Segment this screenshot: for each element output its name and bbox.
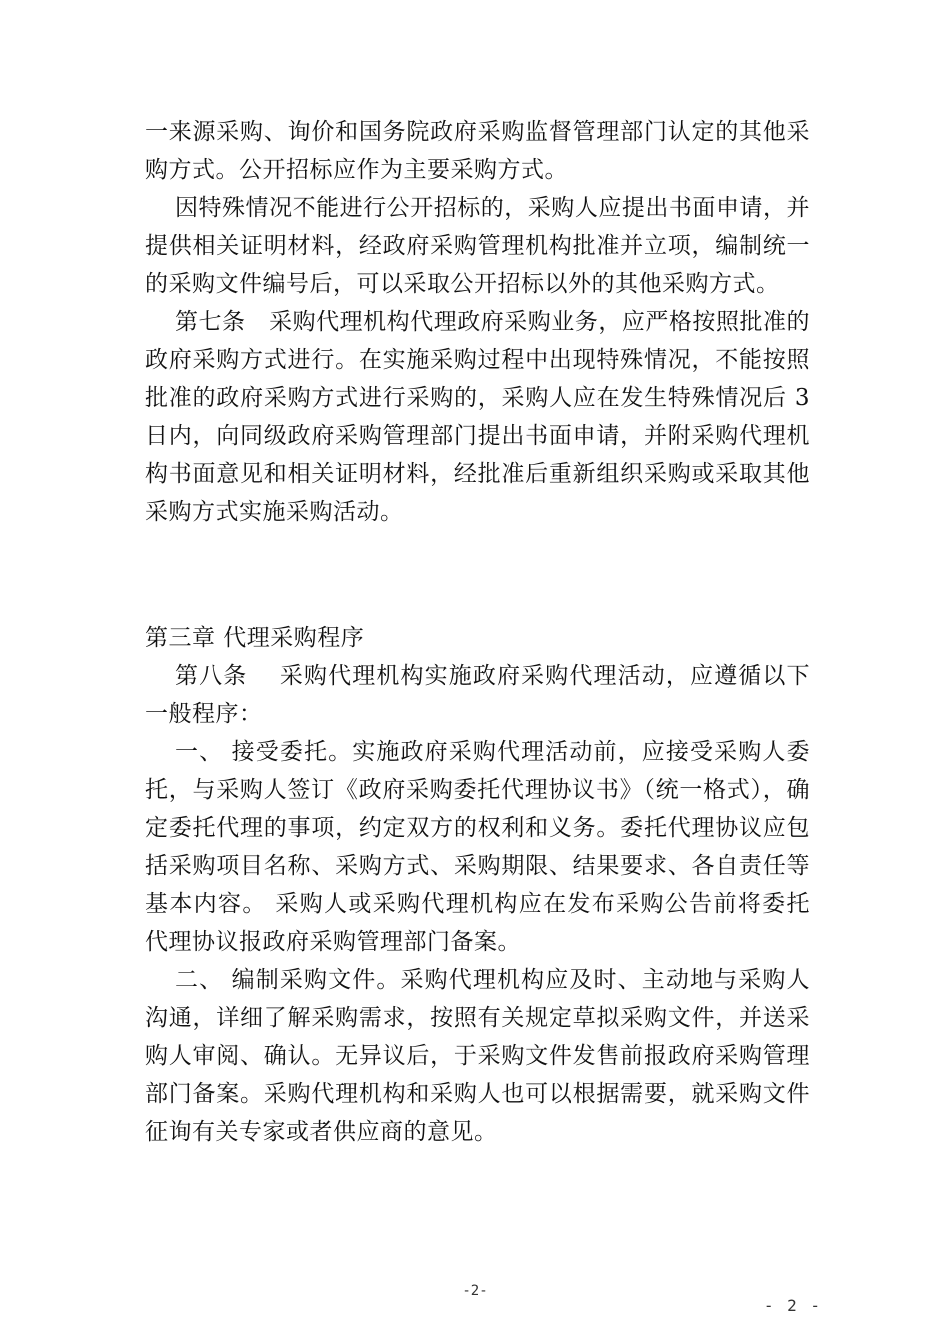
paragraph-item-1: 一、 接受委托。实施政府采购代理活动前，应接受采购人委托，与采购人签订《政府采购委托代理协议书》（统一格式），确定委托代理的事项，约定双方的权利和义务。委托代理协议应包括采购项目名称、采购方式、采购期限、结果要求、各自责任等基本内容。 采购人或采购代理机构应在发布采购公告前将委托代理协议报政府采购管理部门备案。: [145, 739, 810, 955]
page-number-right: - 2 -: [763, 1296, 822, 1315]
paragraph-article-7: 第七条 采购代理机构代理政府采购业务，应严格按照批准的政府采购方式进行。在实施采购过程中出现特殊情况，不能按照批准的政府采购方式进行采购的，采购人应在发生特殊情况后 3 日内，向同级政府采购管理部门提出书面申请，并附采购代理机构书面意见和相关证明材料，经批准后重新组织采购或采取其他采购方式实施采购活动。: [145, 309, 810, 525]
paragraph-special-circumstances: 因特殊情况不能进行公开招标的，采购人应提出书面申请，并提供相关证明材料，经政府采购管理机构批准并立项，编制统一的采购文件编号后，可以采取公开招标以外的其他采购方式。: [145, 195, 810, 297]
body-text-bottom: [145, 619, 810, 1151]
paragraph-article-8: 第八条 采购代理机构实施政府采购代理活动，应遵循以下一般程序：: [145, 663, 810, 727]
paragraph-item-2: 二、 编制采购文件。采购代理机构应及时、主动地与采购人沟通，详细了解采购需求，按照有关规定草拟采购文件，并送采购人审阅、确认。无异议后，于采购文件发售前报政府采购管理部门备案。采购代理机构和采购人也可以根据需要，就采购文件征询有关专家或者供应商的意见。: [145, 967, 810, 1145]
page-number-center: -2-: [462, 1283, 488, 1299]
paragraph-continuation: 一来源采购、询价和国务院政府采购监督管理部门认定的其他采购方式。公开招标应作为主要采购方式。: [145, 119, 810, 183]
chapter-heading: 第三章 代理采购程序: [145, 625, 365, 651]
body-text-top: [145, 113, 810, 531]
